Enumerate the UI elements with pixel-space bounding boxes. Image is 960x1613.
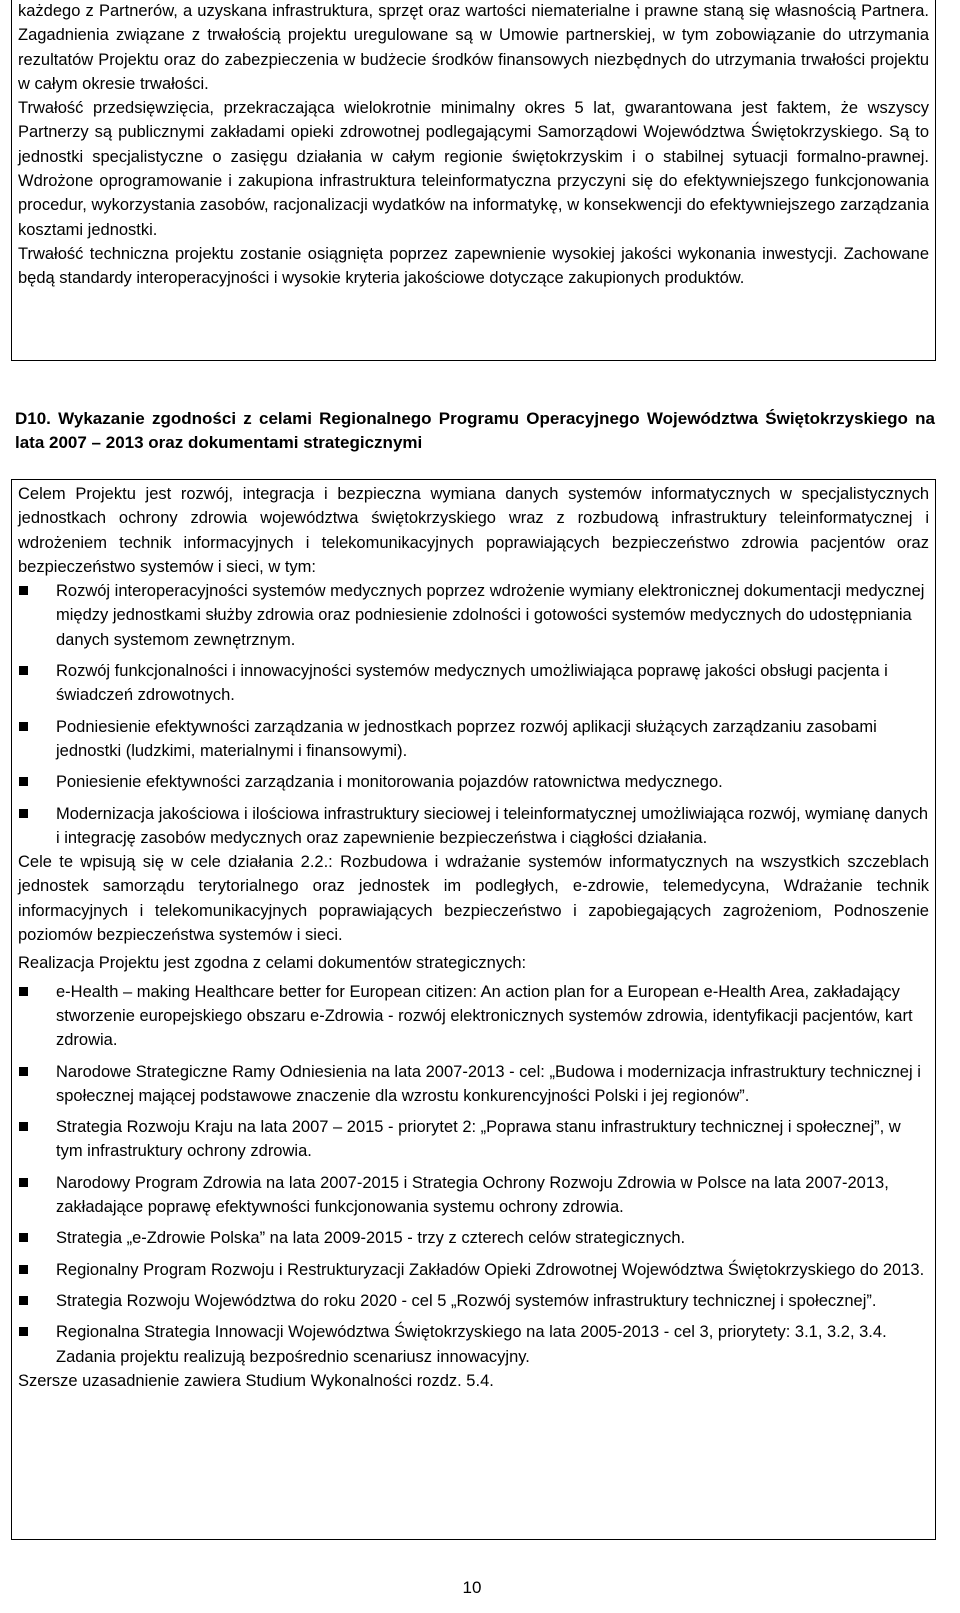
project-goal-intro: Celem Projektu jest rozwój, integracja i bezpieczna wymiana danych systemów informatycznych w specjalistycznych jednostkach ochrony zdrowia województwa świętokrzyskiego wraz z rozbudową infrastruktury teleinformatycznej i wdrożeniem technik informacyjnych i telekomunikacyjnych poprawiających bezpieczeństwo zdrowia pacjentów oraz bezpieczeństwo systemów i sieci, w tym:	[18, 485, 929, 576]
square-bullet-icon	[19, 1067, 28, 1076]
strategic-documents-list	[18, 980, 929, 1369]
square-bullet-icon	[19, 666, 28, 675]
square-bullet-icon	[19, 1122, 28, 1131]
paragraph-durability: Trwałość przedsięwzięcia, przekraczająca wielokrotnie minimalny okres 5 lat, gwarantowana jest faktem, że wszyscy Partnerzy są publicznymi zakładami opieki zdrowotnej podlegającymi Samorządowi Województwa Świętokrzyskiego. Są to jednostki specjalistyczne o zasięgu działania w całym regionie świętokrzyskim i o stabilnej sytuacji formalno-prawnej. Wdrożone oprogramowanie i zakupiona infrastruktura teleinformatyczna przyczyni się do efektywniejszego funkcjonowania procedur, wykorzystania zasobów, racjonalizacji wydatków na informatykę, w konsekwencji do efektywniejszego zarządzania kosztami jednostki.	[18, 99, 929, 239]
square-bullet-icon	[19, 777, 28, 786]
list-item: Podniesienie efektywności zarządzania w jednostkach poprzez rozwój aplikacji służących zarządzaniu zasobami jednostki (ludzkimi, materialnymi i finansowymi).	[18, 715, 929, 764]
sustainability-text-box	[11, 0, 936, 361]
section-heading-d10: D10. Wykazanie zgodności z celami Regionalnego Programu Operacyjnego Województwa Świętokrzyskiego na lata 2007 – 2013 oraz dokumentami strategicznymi	[15, 409, 935, 452]
list-item: Rozwój interoperacyjności systemów medycznych poprzez wdrożenie wymiany elektronicznej dokumentacji medycznej między jednostkami służby zdrowia oraz podniesienie zdolności i gotowości systemów medycznych do udostępniania danych systemom zewnętrznym.	[18, 579, 929, 652]
list-item: Narodowy Program Zdrowia na lata 2007-2015 i Strategia Ochrony Rozwoju Zdrowia w Polsce na lata 2007-2013, zakładające poprawę efektywności funkcjonowania systemu ochrony zdrowia.	[18, 1171, 929, 1220]
square-bullet-icon	[19, 809, 28, 818]
list-item: Strategia Rozwoju Województwa do roku 2020 - cel 5 „Rozwój systemów infrastruktury technicznej i społecznej”.	[18, 1289, 929, 1313]
list-item: Poniesienie efektywności zarządzania i monitorowania pojazdów ratownictwa medycznego.	[18, 770, 929, 794]
list-item: Regionalna Strategia Innowacji Województwa Świętokrzyskiego na lata 2005-2013 - cel 3, priorytety: 3.1, 3.2, 3.4. Zadania projektu realizują bezpośrednio scenariusz innowacyjny.	[18, 1320, 929, 1369]
square-bullet-icon	[19, 987, 28, 996]
list-item: e-Health – making Healthcare better for European citizen: An action plan for a European e-Health Area, zakładający stworzenie europejskiego obszaru e-Zdrowia - rozwój elektronicznych systemów zdrowia, identyfikacji pacjentów, kart zdrowia.	[18, 980, 929, 1053]
list-item: Rozwój funkcjonalności i innowacyjności systemów medycznych umożliwiająca poprawę jakości obsługi pacjenta i świadczeń zdrowotnych.	[18, 659, 929, 708]
square-bullet-icon	[19, 1178, 28, 1187]
list-item: Strategia Rozwoju Kraju na lata 2007 – 2015 - priorytet 2: „Poprawa stanu infrastruktury technicznej i społecznej”, w tym infrastruktury ochrony zdrowia.	[18, 1115, 929, 1164]
page-number: 10	[462, 1578, 482, 1597]
strategic-docs-intro: Realizacja Projektu jest zgodna z celami dokumentów strategicznych:	[18, 954, 527, 973]
paragraph-technical-durability: Trwałość techniczna projektu zostanie osiągnięta poprzez zapewnienie wysokiej jakości wykonania inwestycji. Zachowane będą standardy interoperacyjności i wysokie kryteria jakościowe dotyczące zakupionych produktów.	[18, 244, 929, 288]
project-goals-list	[18, 579, 929, 850]
square-bullet-icon	[19, 586, 28, 595]
compliance-text-box	[11, 479, 936, 1540]
square-bullet-icon	[19, 1233, 28, 1242]
list-item: Regionalny Program Rozwoju i Restrukturyzacji Zakładów Opieki Zdrowotnej Województwa Świętokrzyskiego do 2013.	[18, 1258, 929, 1282]
square-bullet-icon	[19, 1296, 28, 1305]
list-item: Strategia „e-Zdrowie Polska” na lata 2009-2015 - trzy z czterech celów strategicznych.	[18, 1226, 929, 1250]
paragraph-partnership-sustainability: każdego z Partnerów, a uzyskana infrastruktura, sprzęt oraz wartości niematerialne i prawne staną się własnością Partnera. Zagadnienia związane z trwałością projektu uregulowane są w Umowie partnerskiej, w tym zobowiązanie do utrzymania rezultatów Projektu oraz do zabezpieczenia w budżecie środków finansowych niezbędnych do utrzymania trwałości projektu w całym okresie trwałości.	[18, 2, 929, 93]
square-bullet-icon	[19, 1265, 28, 1274]
square-bullet-icon	[19, 1327, 28, 1336]
square-bullet-icon	[19, 722, 28, 731]
list-item: Narodowe Strategiczne Ramy Odniesienia na lata 2007-2013 - cel: „Budowa i modernizacja infrastruktury technicznej i społecznej mającej podstawowe znaczenie dla wzrostu konkurencyjności Polski i jej regionów”.	[18, 1060, 929, 1109]
closing-note: Szersze uzasadnienie zawiera Studium Wykonalności rozdz. 5.4.	[18, 1371, 494, 1390]
goals-fit-paragraph: Cele te wpisują się w cele działania 2.2.: Rozbudowa i wdrażanie systemów informatycznych na wszystkich szczeblach jednostek samorządu terytorialnego oraz jednostek im podległych, e-zdrowie, telemedycyna, Wdrażanie technik informacyjnych i telekomunikacyjnych poprawiających bezpieczeństwo i zapobiegających zagrożeniom, Podnoszenie poziomów bezpieczeństwa systemów i sieci.	[18, 853, 929, 945]
list-item: Modernizacja jakościowa i ilościowa infrastruktury sieciowej i teleinformatycznej umożliwiająca rozwój, wymianę danych i integrację zasobów medycznych oraz zapewnienie bezpieczeństwa i ciągłości działania.	[18, 802, 929, 851]
